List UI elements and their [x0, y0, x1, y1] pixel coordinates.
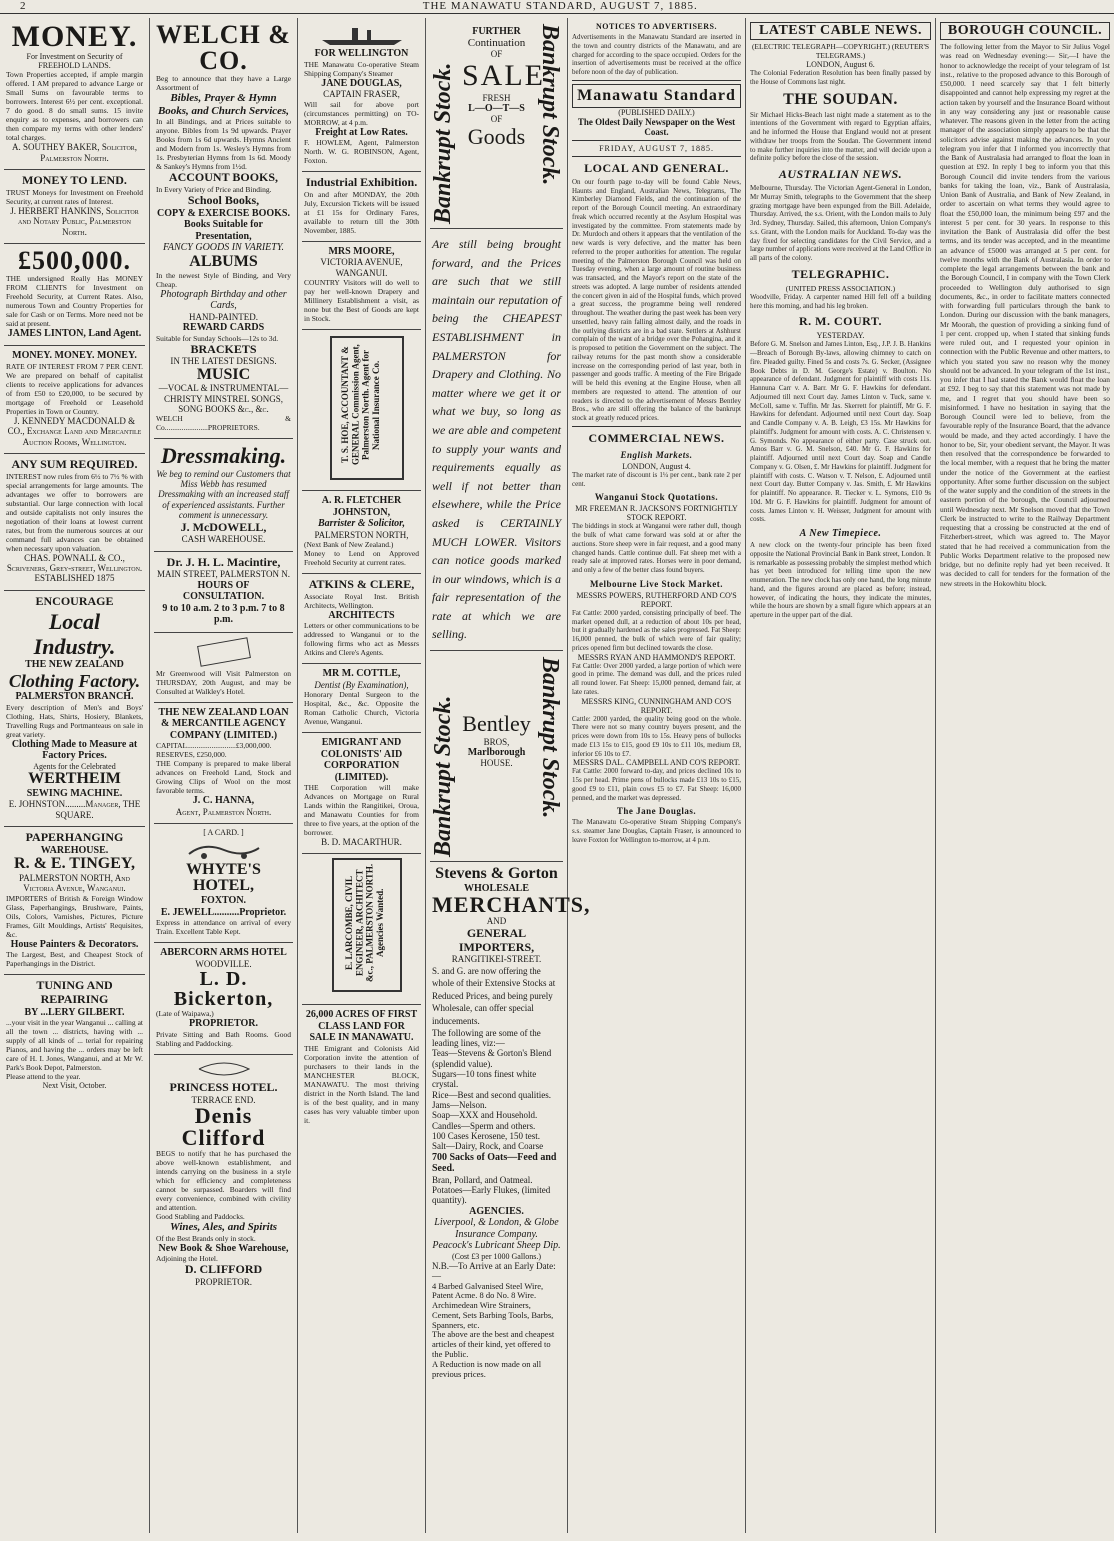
court: R. M. COURT. — [798, 314, 882, 329]
hours: HOURS OF CONSULTATION. — [182, 579, 265, 603]
doctor: Dr. J. H. L. Macintire, — [166, 554, 281, 569]
mm-body: RATE OF INTEREST FROM 7 PER CENT. We are prepared on behalf of capitalist clients to receive applications for advances of from £50 to £20,000, to be secured by mortgage of Freehold or Leasehold Properties in Town or Country. — [6, 361, 143, 416]
column-7 — [936, 18, 1114, 1533]
jewell: E. JEWELL..........Proprietor. — [160, 906, 287, 918]
req-title: ANY SUM REQUIRED. — [11, 456, 138, 471]
next-bank: (Next Bank of New Zealand.) — [304, 539, 394, 549]
bentley: Bentley — [462, 711, 531, 737]
hanna-sub: Agent, Palmerston North. — [175, 806, 272, 817]
lend-body: TRUST Moneys for Investment on Freehold Security, at current rates of Interest. — [6, 187, 143, 206]
london: LONDON, August 4. — [622, 461, 691, 471]
aus: AUSTRALIAN NEWS. — [778, 167, 903, 181]
acres-ad — [302, 1005, 421, 1131]
bran: Bran, Pollard, and Oatmeal. — [432, 1174, 533, 1185]
welch-sub: Beg to announce that they have a Large Assortment of — [156, 74, 291, 92]
hand: HAND-PAINTED. — [189, 311, 258, 322]
rice: Rice—Best and second qualities. — [432, 1089, 551, 1100]
amount-body: THE undersigned Really Has MONEY FROM CLIENTS for Investment on Freehold Security, at Current Rates. Also, numerous Town and Country Properties for sale for Cash or on Terms. More need not be said at present. — [6, 273, 143, 328]
manager: E. JOHNSTON.........Manager, THE SQUARE. — [8, 799, 141, 820]
tingey-ad — [4, 827, 145, 975]
terrace: TERRACE END. — [191, 1094, 256, 1105]
reduction: A Reduction is now made on all previous prices. — [432, 1358, 542, 1379]
enc2: Local Industry. — [33, 608, 116, 659]
campbell-text: Fat Cattle: 2000 forward to-day, and prices declined 10s to 15s per head. Prime pens of bullocks made £13 10s to £15, good £9 to £11, plain cows £5 to £7. Fat Sheep: 16,000 penned, and the market was depressed. — [572, 767, 741, 802]
emigrant-sign: B. D. MACARTHUR. — [321, 837, 402, 847]
rangitikei: RANGITIKEI-STREET. — [451, 954, 542, 965]
cable-text: The Colonial Federation Resolution has been finally passed by the House of Commons last night. — [750, 69, 931, 86]
mm-sign: J. KENNEDY MACDONALD & CO., Exchange Land and Mercantile Auction Rooms, Wellington. — [7, 415, 142, 447]
ship-ad — [302, 18, 421, 172]
lend-sign: J. HERBERT HANKINS, Solicitor and Notary Public, Palmerston North. — [10, 205, 139, 237]
freight-sign: F. HOWLEM, Agent, Palmerston North. W. G. ROBINSON, Agent, Foxton. — [304, 138, 419, 166]
and: AND — [486, 916, 507, 927]
exhib: Industrial Exhibition. — [305, 175, 418, 190]
flourish-illustration — [194, 1059, 254, 1079]
whyte: WHYTE'S HOTEL, — [186, 860, 261, 895]
atkins: ATKINS & CLERE, — [308, 576, 415, 591]
english: English Markets. — [620, 449, 693, 460]
candles: Candles—Sperm and others. — [432, 1120, 536, 1131]
dentist: Dentist (By Examination), — [314, 679, 409, 690]
fletcher: A. R. FLETCHER JOHNSTON, — [321, 495, 402, 518]
paper2: WAREHOUSE. — [40, 844, 109, 856]
cable-sub: (ELECTRIC TELEGRAPH—COPYRIGHT.) (REUTER'S TELEGRAMS.) — [751, 42, 930, 60]
tingey-foot2: The Largest, Best, and Cheapest Stock of Paperhangings in the District. — [6, 950, 143, 969]
greenwood-ad — [154, 633, 293, 703]
timepiece: A New Timepiece. — [799, 528, 882, 539]
timepiece-text: A new clock on the twenty-four principle has been fixed opposite the National Provincial Bank in Bank street, London. It is remarkable as possessing probably the simplest method which has yet been introduced for telling time upon the new enumeration. The new clock has only one hand, the long minute hand, and the figures around are placed as before; instead, however, of indicating the hours, they indicate the minutes, while the hours are shown by a small figure which appears at an aperture in the upper part of the dial. — [750, 541, 931, 619]
borough-text: The following letter from the Mayor to Sir Julius Vogel was read on Wednesday evening:— Sir,—I have the honor to acknowledge the receipt of your telegram of 1st inst., relative to the proposed advance to this Borough of £50,000. I need scarcely say that I felt bitterly disappointed and cannot help expressing my regret at the action taken by yourself and the Insurance Board without in any way considering any just or reasonable cause whatever. The reasons given in the letter from the acting manager of the association simply appears to be that the solicitors advise against making the advances. In your telegram you infer that I informed you incorrectly that the Bank of Australasia had arranged to float the loan in question at £92. In reply I beg to inform you that this Borough Council did invite tenders from the various banks for taking the loan, viz., Bank of Australasia, Union Bank of Australia, and Bank of New Zealand, in order to ascertain on what terms they would agree to float the £50,000 loan, the minimum being £97 and the interest 5 per cent. for 30 years. In response to this invitation the Bank of Australasia did offer the best terms, and its tender was accepted, and in the meantime an advance of £5000 was arranged at 5 per cent. for twelve months with the Bank of Australasia. In order to complete the legal arrangements between the bank and the Borough Council, I in company with the Town Clerk proceeded to Wellington duly authorised to sign documents, &c., in order to facilitate matters connected with forwarding full particulars through the bank to London. During our discussion with the bank managers, Mr Moorah, the question of providing a sinking fund of 1 per cent. cropped up, when I stated that sinking funds were ruled out, and I requested your opinion in connection with the Public Revenue and other matters, to which you stated you saw no reason why the money should not be advanced. In your telegram of the 1st inst., you infer that I had stated the Bank would float the loan at £92. I beg to say that this statement was not made by me, and I regret that you should have been so misinformed. I have no hesitation in saying that the Borough Council were led to believe, from the favourable reply of the Insurance Board, that the advance would be made, and they acted accordingly. I have the honor to be, Sir, your obedient servant, the Mayor. It was then resolved that the correspondence be forwarded to the local member, with a request that he bring the matter under the notice of the Government at the earliest opportunity. After some further discussion on the subject of the water supply and the condition of the streets in the eastern portion of the borough, the Council adjourned until Wednesday next. Mr Snelson moved that the Town Clerk be instructed to write to the Railway Department requesting that a crossing be constructed at the end of Fitzherbert-street, which was agreed to. The Mayor stated that he had received a communication from the Public Works Department relative to the proposed new bridge, but no definite reply had yet been received. It was decided to call for tenders for the formation of the new streets in the Hokowhitu block. — [940, 42, 1110, 588]
acres: 26,000 ACRES OF FIRST CLASS LAND FOR SALE IN MANAWATU. — [305, 1009, 418, 1044]
abercorn: ABERCORN ARMS HOTEL — [160, 947, 287, 959]
welch-title: WELCH & CO. — [156, 20, 291, 75]
bickerton-sub: (Late of Waipawa,) — [156, 1009, 214, 1019]
masthead-page: 2 — [20, 0, 27, 12]
local: LOCAL AND GENERAL. — [584, 160, 729, 175]
wines-sub: Of the Best Brands only in stock. — [156, 1233, 256, 1243]
side-right-2: Bankrupt Stock. — [537, 657, 563, 819]
tingey-foot: House Painters & Decorators. — [10, 938, 139, 950]
jams: Jams—Nelson. — [432, 1100, 487, 1111]
factory-ad — [4, 591, 145, 827]
tingey: R. & E. TINGEY, — [14, 855, 135, 873]
wines: Wines, Ales, and Spirits — [169, 1220, 278, 1233]
goods: Goods — [467, 124, 526, 149]
capital: CAPITAL..........................£3,000,000. — [156, 741, 272, 751]
mcdowell: J. McDOWELL, — [180, 519, 267, 534]
coach-illustration — [184, 838, 264, 860]
lots: L—O—T—S — [468, 103, 525, 114]
photo: Photograph Birthday and other Cards, — [160, 288, 287, 312]
tuning-by: BY ...LERY GILBERT. — [24, 1006, 125, 1018]
bickerton-body: Private Sitting and Bath Rooms. Good Stabling and Paddocking. — [156, 1029, 291, 1048]
tingey-loc: PALMERSTON NORTH, And Victoria Avenue, Wanganui. — [19, 873, 130, 894]
soap: Soap—XXX and Household. — [432, 1110, 538, 1121]
music-sub: —VOCAL & INSTRUMENTAL— CHRISTY MINSTREL SONGS, SONG BOOKS &c., &c. — [158, 383, 289, 415]
fletcher-ad — [302, 491, 421, 574]
lend-ad — [4, 170, 145, 244]
reward: REWARD CARDS — [182, 322, 265, 334]
money-body: Town Properties accepted, if ample margin offered. I AM prepared to advance Large or Small Sums on favourable terms to borrowers. Interest 6½ per cent. exceptional. 7 do good. 8 do small sums. 15 invite enquiry as to expenses, and borrowers can then compare my terms with other lenders' total charges. — [6, 70, 143, 143]
nb-body: 4 Barbed Galvanised Steel Wire, Patent Acme. 8 do No. 8 Wire. Archimedean Wire Strainers, Cement, Sets Barbing Tools, Barbs, Spanners, etc. — [432, 1280, 554, 1330]
clifford: Denis Clifford — [181, 1102, 266, 1150]
jewell-body: Express in attendance on arrival of every Train. Excellent Table Kept. — [156, 918, 291, 937]
wholesale: WHOLESALE — [463, 882, 530, 894]
potatoes: Potatoes—Early Flukes, (limited quantity). — [432, 1185, 551, 1206]
side-right: Bankrupt Stock. — [537, 24, 563, 186]
jane-text: The Manawatu Co-operative Steam Shipping Company's s.s. steamer Jane Douglas, Captain Fraser, is announced to leave Foxton for Wellington to-morrow, at 4 p.m. — [572, 818, 741, 844]
mcdowell-sub: CASH WAREHOUSE. — [181, 534, 266, 545]
jackson-text: The biddings in stock at Wanganui were rather dull, though the bulk of what came forward was sold at or after the auctions. Store sheep were in fair request, and a good many changed hands. Cattle continue dull. Fat sheep met with a ready sale at improved rates. Horses were in poor demand, and only a few of the better class found buyers. — [572, 522, 741, 574]
clifford-sign: D. CLIFFORD — [184, 1262, 263, 1277]
hanna: J. C. HANNA, — [192, 795, 255, 807]
column-2 — [150, 18, 298, 1533]
dress-title: Dressmaking. — [160, 443, 287, 469]
emigrant: EMIGRANT AND COLONISTS' AID CORPORATION (LIMITED). — [320, 737, 403, 783]
school: School Books, — [187, 193, 260, 208]
bros: BROS, — [483, 737, 510, 748]
date: FRIDAY, AUGUST 7, 1885. — [599, 143, 714, 153]
captain: CAPTAIN FRASER, — [323, 89, 400, 100]
moore-body: COUNTRY Visitors will do well to pay her well-known Drapery and Millinery Establishment a visit, as none but the Best of Goods are kept in Stock. — [304, 278, 419, 324]
notices-text: Advertisements in the Manawatu Standard are inserted in the town and country districts of the Manawatu, and are charged for according to the space occupied. Orders for the insertion of advertisements must be received at the office before noon of the day of publication. — [572, 33, 741, 76]
jane: JANE DOUGLAS, — [321, 77, 402, 89]
tuning-foot: Please attend to the year. — [6, 1072, 81, 1082]
mm-ad — [4, 346, 145, 454]
column-4 — [426, 18, 591, 1533]
sugars: Sugars—10 tons finest white crystal. — [432, 1068, 537, 1090]
merchants: MERCHANTS, — [432, 892, 591, 918]
card-label: [ A CARD. ] — [203, 828, 244, 838]
side-left-2: Bankrupt Stock. — [430, 695, 456, 858]
general: GENERAL IMPORTERS, — [458, 925, 535, 954]
moore: MRS MOORE, — [328, 245, 395, 257]
notices: NOTICES TO ADVERTISERS. — [596, 22, 717, 31]
money-sign: A. SOUTHEY BAKER, Solicitor, Palmerston North. — [11, 142, 138, 163]
moore-loc: VICTORIA AVENUE, WANGANUI. — [320, 257, 403, 278]
loan-title: THE NEW ZEALAND LOAN & MERCANTILE AGENCY COMPANY (LIMITED.) — [158, 706, 289, 741]
column-6 — [746, 18, 936, 1533]
oats: 700 Sacks of Oats—Feed and Seed. — [432, 1151, 557, 1175]
sg-body: S. and G. are now offering the whole of their Extensive Stocks at Reduced Prices, and being purely Wholesale, can offer special inducements. — [432, 965, 556, 1027]
proprietor: PROPRIETOR. — [189, 1018, 258, 1030]
borough: BOROUGH COUNCIL. — [940, 22, 1110, 40]
whyte-ad — [154, 824, 293, 943]
box-text: T. S. HOE, ACCOUNTANT & GENERAL Commission Agent, Palmerston North. Agent for National Insurance Co. — [340, 344, 382, 466]
tuning-next: Next Visit, October. — [42, 1081, 107, 1091]
united: (UNITED PRESS ASSOCIATION.) — [785, 283, 896, 293]
bentley-box — [430, 651, 563, 862]
cable: LATEST CABLE NEWS. — [750, 22, 931, 40]
stevens-ad — [430, 862, 591, 1385]
hours-list: 9 to 10 a.m. 2 to 3 p.m. 7 to 8 p.m. — [162, 602, 285, 626]
money-ad — [4, 18, 145, 170]
tele-text: Woodville, Friday. A carpenter named Hill fell off a building here this morning, and had his leg broken. — [750, 292, 931, 310]
princess: PRINCESS HOTEL. — [169, 1079, 278, 1094]
wertheim: WERTHEIM — [28, 770, 121, 788]
peacock-sub: (Cost £3 per 1000 Gallons.) — [451, 1251, 542, 1261]
stevens: Stevens & Gorton — [435, 865, 558, 883]
atkins-sub: Associate Royal Inst. British Architects, Wellington. — [304, 591, 419, 610]
loan-ad — [154, 703, 293, 824]
side-left: Bankrupt Stock. — [430, 62, 456, 224]
campbell: MESSRS DAL. CAMPBELL AND CO'S REPORT. — [573, 758, 740, 768]
req-sign: CHAS. POWNALL & CO., Scriveners, Grey-street, Wellington. ESTABLISHED 1875 — [6, 552, 143, 584]
column-1 — [0, 18, 150, 1533]
sewing: SEWING MACHINE. — [26, 787, 123, 799]
house: HOUSE. — [480, 758, 513, 769]
enc1: ENCOURAGE — [35, 593, 114, 608]
nz2: Clothing Factory. — [8, 670, 141, 691]
bentley-stack — [462, 711, 531, 768]
nb: N.B.—To Arrive at an Early Date:— — [432, 1260, 556, 1282]
albums: ALBUMS — [189, 252, 258, 270]
clifford-prop: PROPRIETOR. — [194, 1276, 253, 1287]
melb: Melbourne Live Stock Market. — [590, 578, 723, 589]
princess-ad — [154, 1055, 293, 1294]
column-3 — [298, 18, 426, 1533]
amount-sign: JAMES LINTON, Land Agent. — [7, 327, 142, 339]
ryan: MESSRS RYAN AND HAMMOND'S REPORT. — [577, 652, 736, 662]
greenwood-note: Mr Greenwood will Visit Palmerston on THURSDAY, 20th August, and may be Consulted at Walkley's Hotel. — [156, 668, 291, 696]
barrister: Barrister & Solicitor, — [318, 518, 405, 530]
welch-ad — [154, 18, 293, 439]
column-5 — [568, 18, 746, 1533]
palm: PALMERSTON NORTH, — [314, 529, 409, 540]
cases: 100 Cases Kerosene, 150 test. — [432, 1131, 540, 1142]
further: FURTHER — [472, 26, 521, 37]
emigrant-ad — [302, 733, 421, 854]
nz3: PALMERSTON BRANCH. — [15, 691, 134, 703]
bibles: Bibles, Prayer & Hymn Books, and Church Services, — [157, 92, 290, 117]
for-wellington: FOR WELLINGTON — [314, 48, 409, 60]
brackets-sub: IN THE LATEST DESIGNS. — [170, 356, 277, 367]
nz-body: Every description of Men's and Boys' Clothing, Hats, Shirts, Hosiery, Blankets, Travelling Rugs and Portmanteaus on sale in great variety. — [6, 702, 143, 739]
powers-text: Fat Cattle: 2000 yarded, consisting principally of beef. The market opened dull, at a reduction of about 10s per head, but it gradually hardened as the sales progressed. Fat Sheep: 16,000 penned, the bulk of which were of fair quality; prices opened firm but declined towards the close. — [572, 608, 741, 652]
teas: Teas—Stevens & Gorton's Blend (splendid value). — [432, 1048, 552, 1069]
sale: SALE — [462, 59, 545, 92]
box-ad — [302, 330, 421, 491]
jackson: MR FREEMAN R. JACKSON'S FORTNIGHTLY STOCK REPORT. — [575, 504, 738, 523]
soudan-text: Sir Michael Hicks-Beach last night made a statement as to the intentions of the Government with regard to Egyptian affairs, and he informed the House that England would not at present withdraw her troops from the Soudan. The Government intend to make further inquiries into the matter, and will decide upon a definite policy before the close of the session. — [750, 110, 931, 163]
wanganui-stock: Wanganui Stock Quotations. — [594, 492, 719, 503]
req-body: INTEREST now rules from 6½ to 7½ % with special arrangements for large amounts. The advantages we offer to borrowers are substantial. Our large connection with local and outside capitalists not only insures the negotiation of their loans at lowest current rates, but from the numerous sources at our command full advances can be obtained when necessary upon valuation. — [6, 471, 143, 553]
agencies: AGENCIES. — [469, 1205, 524, 1217]
dress-ad — [154, 439, 293, 551]
agents: Agents for the Celebrated — [33, 761, 116, 771]
paper-name: Manawatu Standard — [572, 84, 741, 108]
emigrant-body: THE Corporation will make Advances on Mortgage on Rural Lands within the Rangitikei, Oroua, and Manawatu Counties for from three to five years, at the option of the borrower. — [304, 783, 419, 837]
account-sub: In Every Variety of Price and Binding. — [156, 185, 272, 195]
sale-box — [430, 18, 563, 229]
woodville: WOODVILLE. — [195, 958, 252, 969]
music: MUSIC — [196, 365, 251, 383]
mm-title: MONEY. MONEY. MONEY. — [12, 350, 137, 362]
acres-body: THE Emigrant and Colonists Aid Corporation invite the attention of purchasers to their lands in the MANCHESTER BLOCK, MANAWATU. The most thriving district in the North Island. The land is of the best quality, and in many cases has very valuable timber upon it. — [304, 1043, 419, 1125]
paper1: PAPERHANGING — [25, 830, 124, 844]
tuning-ad — [4, 975, 145, 1096]
tingey-body: IMPORTERS of British & Foreign Window Glass, Paperhangings, Brushware, Paints, Oils, Colors, Varnishes, Pictures, Picture Frames, Gilt Mouldings, Artists' Requisites, &c. — [6, 893, 143, 939]
amount-ad — [4, 244, 145, 347]
soudan: THE SOUDAN. — [783, 90, 898, 108]
of: OF — [490, 49, 503, 59]
clifford-body: BEGS to notify that he has purchased the above well-known establishment, and intends carrying on the business in a style which for efficiency and completeness cannot be surpassed. Boarders will find every convenience, combined with civility and attention. — [156, 1148, 291, 1212]
larcombe-text: E. LARCOMBE, CIVIL ENGINEER, ARCHITECT &c., PALMERSTON NORTH. Agencies Wanted. — [344, 864, 386, 983]
local-text: On our fourth page to-day will be found Cable News, Haunts and England, Australian News, Telegrams, The Kimberley Diamond Fields, and the continuation of the report of the Borough Council meeting. An extraordinary freak which occurred recently at the Asylum Hospital was investigated by the committee. From statements made by Dr. Murdoch and others it appears that the ventilation of the new wards is very defective, and the matter has been referred to the proper authorities for attention. The regular meeting of the Palmerston Borough Council was held on Tuesday evening, when a large amount of routine business was transacted, and the Mayor's report on the state of the streets was adopted. A large number of residents attended the concert given in aid of the Hospital funds, which proved a great success, the programme being well rendered throughout. The weather during the past week has been very unsettled, heavy rain falling almost daily, and the roads in the outlying districts are in a bad state. Settlers at Ashhurst complain of the want of a bridge over the Pohangina, and it is proposed to petition the Government on the subject. The railway returns for the past month show a considerable increase on the corresponding period of last year, both in passenger and goods traffic. A meeting of the Fire Brigade will be held this evening at the Engine House, when all members are requested to attend. The attention of our readers is directed to the advertisement of Messrs Bentley Bros., who are still offering the balance of the bankrupt stock at greatly reduced prices. — [572, 177, 741, 422]
of2: OF — [490, 114, 503, 124]
court-text: Before G. M. Snelson and James Linton, Esq., J.P. J. B. Hankins—Breach of Borough By-laws, allowing chimney to catch on fire. Pleaded guilty. Fined 5s and costs 7s. G. Secker, (Assignee Book Debts in D. M. George's Estate) v. Boulton. No appearance of defendant. Judgment for plaintiff with costs 11s. Hannuna Carr v. A. Barr. Mr G. F. Hawkins for defendant. Adjourned till next Court day. James Linton v. Tuck, same v. McColl, same v. Tuffin. Mr Jas. Skerrett for plaintiff, Mr G. F. Hawkins for defendant. Adjourned until next Court day. Soap and Candle Company v. A. B. Leigh, £3 15s. Mr Hawkins for plaintiff's. Judgment for amount with costs. A. C. Christensen v. G. Symonds. No appearance of either party. Case struck out. Amos Barr v. G. M. Snelson, £40. Mr G. F. Hawkins for plaintiff. Adjourned until next Court day. Soap and Candle Company v. G. Olsen, £. Mr Hawkins for plaintiff. Judgment for plaintiff with costs. C. Watson v. T. Nelson, £. Adjourned until next Court day. Butter Company v. Jas. Smith, £. Mr Hawkins for plaintiff. No appearance. R. Tiecker v. L. Symons, £10 9s 10d. Mr G. F. Hawkins for plaintiff. Judgment for amount of costs. James Linton v. H. Weisser, Judgment for amount with costs. — [750, 340, 931, 524]
exhib-body: On and after MONDAY, the 20th July, Excursion Tickets will be issued at £1 15s for Ordinary Fares, available to return till the 30th November, 1885. — [304, 189, 419, 235]
fresh: FRESH — [482, 93, 511, 103]
peacock: Peacock's Lubricant Sheep Dip. — [432, 1240, 561, 1252]
ship-body: THE Manawatu Co-operative Steam Shipping Company's Steamer — [304, 59, 419, 78]
italic-body: Are still being brought forward, and the Prices are such that we still maintain our reputation of being the CHEAPEST ESTABLISHMENT in PALMERSTON for Drapery and Clothing. No matter where we get it or what we buy, so long as we are able and competent to supply your wants and requirements equally as well if not better than elsewhere, while the Price asked is CERTAINLY MUCH LOWER. Visitors can notice goods marked in our windows, which is a fair representation of the rate at which we are selling. — [430, 229, 563, 651]
king: MESSRS KING, CUNNINGHAM AND CO'S REPORT. — [581, 696, 732, 715]
big-amount: £500,000. — [18, 245, 131, 275]
welch-foot: WELCH & Co.......................PROPRIETORS. — [156, 414, 291, 433]
marl: Marlborough — [467, 747, 526, 759]
money-sub: For Investment on Security of FREEHOLD LANDS. — [26, 52, 123, 71]
doctor-loc: MAIN STREET, PALMERSTON N. — [156, 569, 291, 580]
freight: Freight at Low Rates. — [315, 126, 408, 138]
items-intro: The following are some of the leading lines, viz:— — [432, 1027, 541, 1048]
reserves: RESERVES, £250,000. — [156, 750, 227, 760]
ryan-text: Fat Cattle: Over 2000 yarded, a large portion of which were good in prime. The demand was dull, and the prices ruled all round lower. Fat Sheep: 15,000 penned, demand fair, at late rates. — [572, 661, 741, 696]
steamer-illustration — [312, 22, 412, 46]
masthead — [0, 0, 1114, 14]
salt: Salt—Dairy, Rock, and Coarse — [432, 1141, 544, 1152]
foot: The above are the best and cheapest articles of their kind, yet offered to the Public. — [432, 1329, 555, 1359]
albums-sub: In the newest Style of Binding, and Very Cheap. — [156, 270, 291, 289]
exhib-ad — [302, 172, 421, 242]
copy: COPY & EXERCISE BOOKS. — [157, 207, 290, 219]
loan-body: THE Company is prepared to make liberal advances on Freehold Land, Stock and Growing Clips of Wool on the most favorable terms. — [156, 759, 291, 796]
telegraphic: TELEGRAPHIC. — [791, 266, 890, 281]
welch-body: In all Bindings, and at Prices suitable to anyone. Bibles from 1s 9d upwards. Prayer Books from 1s 6d upwards. Hymns Ancient and Modern from 1s. Wesley's Hymns from 1s. Presbyterian Hymns from 1s 6d. Moody & Sankey's Hymns from 1½d. — [156, 117, 291, 172]
money-lend: Money to Lend on Approved Freehold Security at current rates. — [304, 548, 419, 567]
ship-sched: Will sail for above port (circumstances permitting) on TO-MORROW, at 4 p.m. — [304, 99, 419, 127]
req-ad — [4, 454, 145, 591]
stabling: Good Stabling and Paddocks. — [156, 1211, 245, 1221]
brackets: BRACKETS — [190, 341, 257, 356]
liverpool: Liverpool, & London, & Globe Insurance Company. — [434, 1217, 559, 1240]
atkins-body: Letters or other communications to be addressed to Wanganui or to the following firms who act as Messrs Atkins and Clere's Agents. — [304, 621, 419, 658]
yesterday: YESTERDAY. — [816, 331, 865, 341]
oldest: The Oldest Daily Newspaper on the West Coast. — [577, 116, 736, 137]
suitable: Books Suitable for Presentation, — [184, 219, 263, 242]
architects: ARCHITECTS — [328, 609, 395, 621]
london-body: The market rate of discount is 1¼ per cent., bank rate 2 per cent. — [572, 470, 741, 488]
commercial: COMMERCIAL NEWS. — [588, 430, 725, 445]
published: (PUBLISHED DAILY.) — [618, 107, 695, 117]
adjoining: Adjoining the Hotel. — [156, 1254, 218, 1264]
cottle: MR M. COTTLE, — [322, 668, 401, 680]
abercorn-ad — [154, 943, 293, 1054]
dress-body: We beg to remind our Customers that Miss Webb has resumed Dressmaking with an increased staff of experienced assistants. Further comment is unnecessary. — [156, 468, 291, 521]
cloth: Clothing Made to Measure at Factory Prices. — [11, 738, 138, 762]
stamp-illustration — [194, 637, 254, 667]
doctor-ad — [154, 552, 293, 633]
money-title: MONEY. — [11, 20, 138, 53]
bickerton: L. D. Bickerton, — [173, 968, 274, 1011]
larcombe-ad — [302, 854, 421, 1005]
masthead-title: THE MANAWATU STANDARD, AUGUST 7, 1885. — [422, 0, 698, 12]
fancy: FANCY GOODS IN VARIETY. — [163, 242, 284, 254]
sale-stack — [462, 26, 545, 150]
lend-title: MONEY TO LEND. — [22, 173, 127, 188]
cottle-body: Honorary Dental Surgeon to the Hospital, &c., &c. Opposite the Roman Catholic Church, Victoria Avenue, Wanganui. — [304, 690, 419, 726]
king-text: Cattle: 2000 yarded, the quality being good on the whole. There were not so many country buyers present, and the prices were down from 10s to 15s. Heavy pens of bullocks made £13 15s to £15, good £9 10s to £11 10s, medium £8, inferior £6 10s to £7. — [572, 714, 741, 758]
account: ACCOUNT BOOKS, — [168, 170, 279, 185]
jane-heading: The Jane Douglas. — [616, 806, 697, 817]
cottle-ad — [302, 664, 421, 733]
tuning: TUNING AND REPAIRING — [36, 978, 113, 1007]
cont: Continuation — [467, 37, 526, 49]
billiard: New Book & Shoe Warehouse, — [158, 1242, 289, 1254]
reward-sub: Suitable for Sunday Schools—12s to 3d. — [156, 333, 279, 343]
tuning-body: ...your visit in the year Wanganui ... calling at all the town ... districts, having with ... supply of all kinds of ... terial for repairing Pianos, and having the ... orders may be left care of H. I. Jones, Wanganui, and at Mr W. Park's Book Depot, Palmerston. — [6, 1018, 143, 1073]
cable-london: LONDON, August 6. — [806, 60, 875, 69]
aus-text: Melbourne, Thursday. The Victorian Agent-General in London, Mr Murray Smith, telegraphs to the Government that the sheep grazing mortgage have been expunged from the Bill. Adelaide, Thursday. Arrived, the s.s. Orient, with the London mails to July 3rd. Sydney, Thursday. Sailed, this afternoon, Union Company's s.s. Grant, with the London mails for Auckland. To-day was the day fixed for selecting candidates for the Civil Service, and a large number of applications were received at the Land Office in all parts of the colony. — [750, 184, 931, 262]
powers: MESSRS POWERS, RUTHERFORD AND CO'S REPORT. — [576, 590, 737, 609]
moore-ad — [302, 242, 421, 330]
foxton: FOXTON. — [200, 895, 247, 907]
atkins-ad — [302, 574, 421, 664]
nz1: THE NEW ZEALAND — [25, 659, 124, 671]
